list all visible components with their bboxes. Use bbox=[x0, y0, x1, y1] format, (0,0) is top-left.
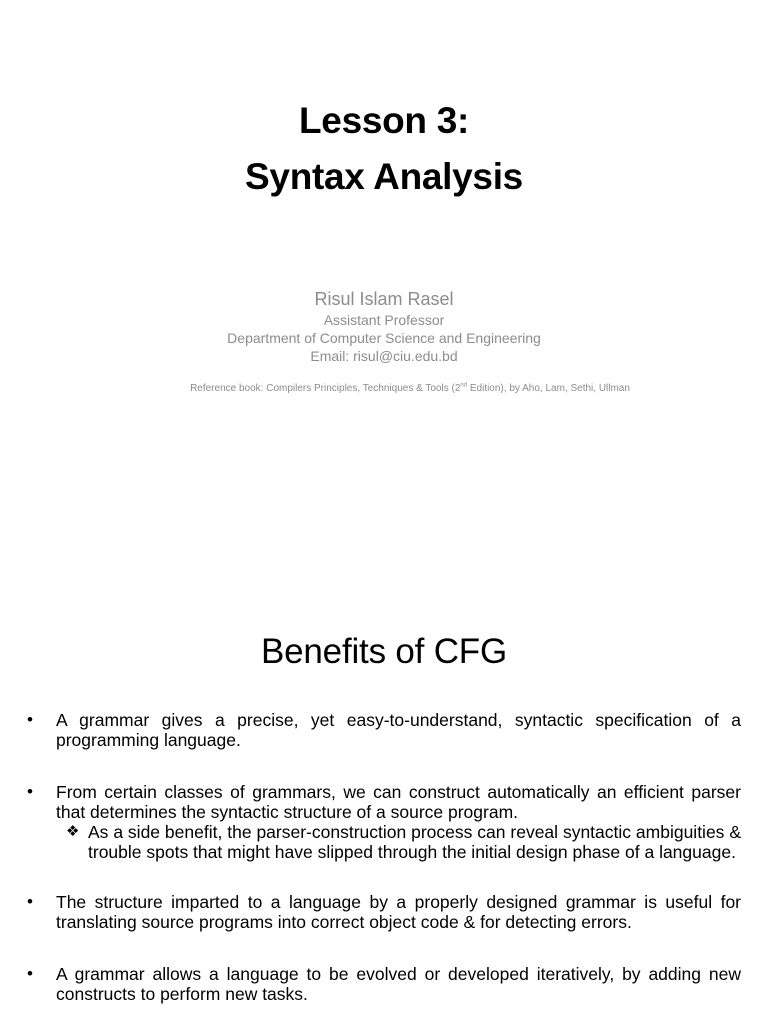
reference-prefix: Reference book: Compilers Principles, Techniques & Tools (2 bbox=[190, 383, 461, 394]
reference-book bbox=[26, 382, 768, 395]
bullet-icon: • bbox=[27, 782, 33, 801]
lesson-number-title: Lesson 3: bbox=[298, 100, 469, 141]
diamond-bullet-icon: ❖ bbox=[66, 823, 80, 840]
slide-title: Benefits of CFG bbox=[261, 632, 507, 671]
list-item bbox=[0, 782, 768, 822]
bullet-text: From certain classes of grammars, we can construct automatically an efficient parser that determines the syntactic structure of a source program. bbox=[56, 782, 741, 822]
reference-suffix: Edition), by Aho, Lam, Sethi, Ullman bbox=[467, 383, 630, 394]
bullet-text: A grammar gives a precise, yet easy-to-understand, syntactic specification of a programming language. bbox=[56, 710, 741, 750]
sub-bullet-text: As a side benefit, the parser-construction process can reveal syntactic ambiguities & trouble spots that might have slipped through the initial design phase of a language. bbox=[88, 822, 741, 862]
sub-list-item bbox=[0, 822, 768, 862]
bullet-icon: • bbox=[27, 964, 33, 983]
author-email: Email: risul@ciu.edu.bd bbox=[310, 348, 458, 364]
reference-superscript: nd bbox=[460, 382, 468, 389]
bullet-list bbox=[0, 710, 768, 1004]
author-role: Assistant Professor bbox=[323, 312, 445, 328]
benefits-slide bbox=[0, 576, 768, 1024]
list-item bbox=[0, 892, 768, 932]
author-department: Department of Computer Science and Engineering bbox=[227, 330, 541, 346]
lesson-topic-title: Syntax Analysis bbox=[245, 156, 523, 197]
author-name: Risul Islam Rasel bbox=[314, 289, 454, 309]
bullet-text: A grammar allows a language to be evolved or developed iteratively, by adding new constructs to perform new tasks. bbox=[56, 964, 741, 1004]
list-item bbox=[0, 964, 768, 1004]
bullet-icon: • bbox=[27, 892, 33, 911]
bullet-icon: • bbox=[27, 710, 33, 729]
bullet-text: The structure imparted to a language by a properly designed grammar is useful for translating source programs into correct object code & for detecting errors. bbox=[56, 892, 741, 932]
list-item bbox=[0, 710, 768, 750]
